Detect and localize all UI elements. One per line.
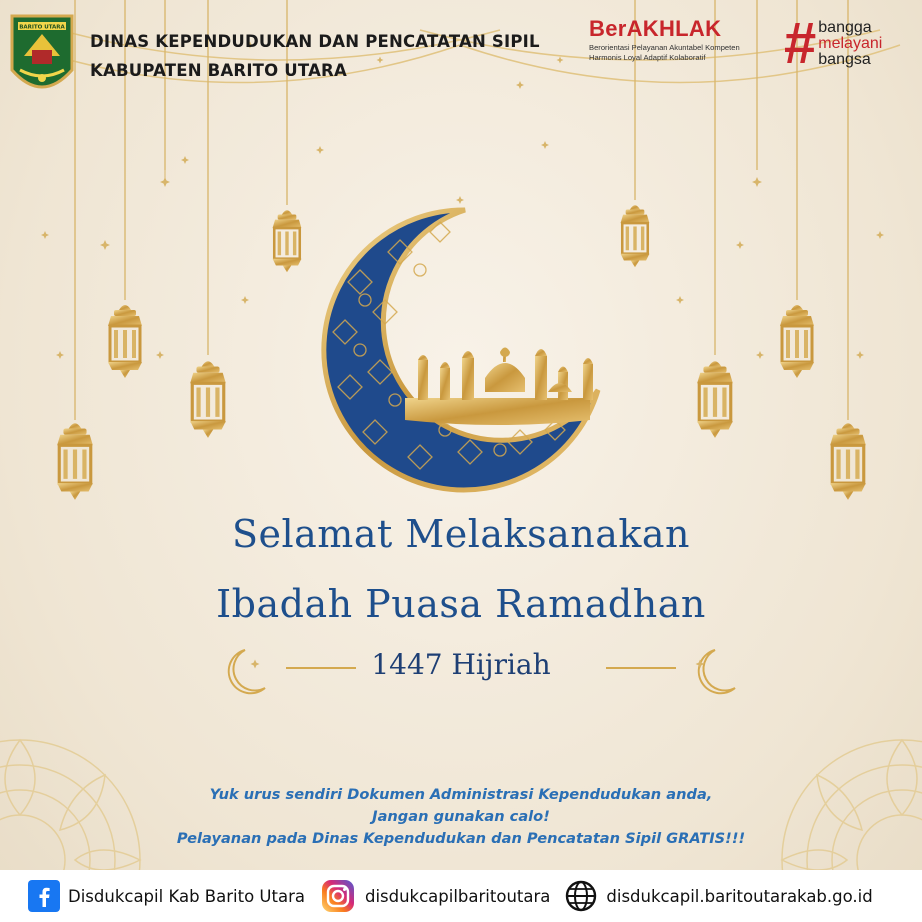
bangga-word-2: melayani — [818, 35, 883, 52]
regency-logo — [8, 12, 76, 100]
berakhlak-tagline-1: Berorientasi Pelayanan Akuntabel Kompeten — [589, 43, 740, 52]
berakhlak-tagline-2: Harmonis Loyal Adaptif Kolaboratif — [589, 53, 706, 62]
bangga-word-3: bangsa — [818, 51, 871, 68]
mosque-icon — [405, 348, 593, 426]
instagram-label: disdukcapilbaritoutara — [364, 886, 551, 906]
globe-icon — [564, 879, 598, 913]
message-line-1: Yuk urus sendiri Dokumen Administrasi Kependudukan anda, — [209, 786, 713, 803]
hijri-year: 1447 Hijriah — [371, 648, 551, 681]
social-footer — [0, 870, 922, 922]
logo-text: BARITO UTARA — [19, 24, 65, 31]
website-link[interactable] — [564, 879, 872, 913]
message-line-3: Pelayanan pada Dinas Kependudukan dan Pencatatan Sipil GRATIS!!! — [176, 830, 746, 847]
message-line-2: Jangan gunakan calo! — [372, 808, 550, 825]
crescent-moon-icon — [324, 210, 598, 490]
org-line-2: KABUPATEN BARITO UTARA — [90, 61, 347, 80]
bangga-melayani-bangsa-logo — [784, 11, 883, 76]
bangga-word-1: bangga — [818, 19, 872, 36]
greeting-line-2: Ibadah Puasa Ramadhan — [216, 582, 706, 626]
berakhlak-logo — [589, 16, 764, 62]
header — [8, 12, 540, 100]
berakhlak-title: BerAKHLAK — [589, 16, 722, 41]
facebook-icon — [28, 880, 60, 912]
instagram-icon — [321, 879, 355, 913]
org-line-1: DINAS KEPENDUDUKAN DAN PENCATATAN SIPIL — [90, 32, 540, 51]
hashtag-icon: # — [784, 11, 817, 76]
instagram-link[interactable] — [321, 879, 550, 913]
organization-name — [90, 27, 540, 85]
website-label: disdukcapil.baritoutarakab.go.id — [606, 886, 873, 906]
facebook-label: Disdukcapil Kab Barito Utara — [68, 886, 305, 906]
service-message — [0, 784, 922, 850]
facebook-link[interactable] — [28, 880, 305, 912]
greeting-line-1: Selamat Melaksanakan — [231, 512, 691, 556]
